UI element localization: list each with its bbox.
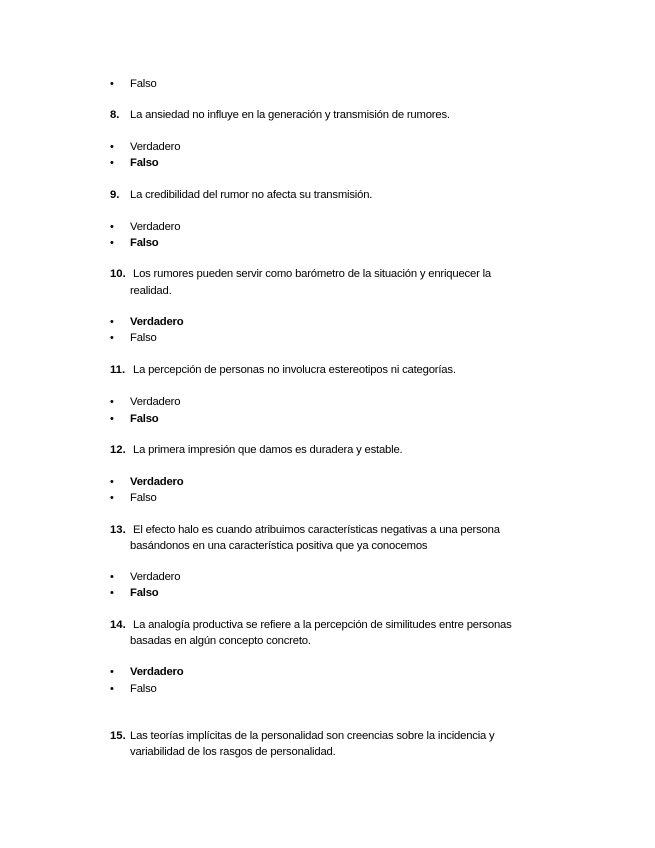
question-text: La percepción de personas no involucra estereotipos ni categorías. xyxy=(133,364,456,376)
question-text: La primera impresión que damos es duradera y estable. xyxy=(133,444,403,456)
option-label: Verdadero xyxy=(130,141,181,153)
bullet: • xyxy=(110,492,114,504)
question-text-continued: variabilidad de los rasgos de personalidad. xyxy=(130,746,336,758)
bullet: • xyxy=(110,413,114,425)
bullet: • xyxy=(110,396,114,408)
bullet: • xyxy=(110,237,114,249)
question-text: La ansiedad no influye en la generación y transmisión de rumores. xyxy=(130,109,450,121)
bullet: • xyxy=(110,141,114,153)
option-label: Falso xyxy=(130,683,157,695)
question-text: La credibilidad del rumor no afecta su transmisión. xyxy=(130,189,373,201)
question-text-continued: basadas en algún concepto concreto. xyxy=(130,635,311,647)
bullet: • xyxy=(110,221,114,233)
option-label: Verdadero xyxy=(130,396,181,408)
question-number: 10. xyxy=(110,268,126,280)
option-label-answer: Verdadero xyxy=(130,476,184,488)
bullet: • xyxy=(110,332,114,344)
bullet: • xyxy=(110,587,114,599)
question-text: Las teorías implícitas de la personalidad son creencias sobre la incidencia y xyxy=(130,730,495,742)
option-label-answer: Falso xyxy=(130,587,159,599)
question-number: 14. xyxy=(110,619,126,631)
option-label: Falso xyxy=(130,332,157,344)
question-number: 15. xyxy=(110,730,126,742)
option-label-answer: Falso xyxy=(130,413,159,425)
question-text-continued: realidad. xyxy=(130,285,172,297)
bullet: • xyxy=(110,157,114,169)
bullet: • xyxy=(110,476,114,488)
bullet: • xyxy=(110,78,114,90)
question-text: Los rumores pueden servir como barómetro de la situación y enriquecer la xyxy=(133,268,491,280)
question-number: 12. xyxy=(110,444,126,456)
option-label-answer: Falso xyxy=(130,157,159,169)
option-label: Falso xyxy=(130,492,157,504)
question-text: La analogía productiva se refiere a la percepción de similitudes entre personas xyxy=(133,619,512,631)
question-number: 8. xyxy=(110,109,120,121)
bullet: • xyxy=(110,316,114,328)
question-text-continued: basándonos en una característica positiva que ya conocemos xyxy=(130,540,428,552)
option-label: Falso xyxy=(130,78,157,90)
option-label: Verdadero xyxy=(130,571,181,583)
question-number: 9. xyxy=(110,189,120,201)
option-label-answer: Verdadero xyxy=(130,666,184,678)
option-label-answer: Verdadero xyxy=(130,316,184,328)
question-text: El efecto halo es cuando atribuimos características negativas a una persona xyxy=(133,524,500,536)
bullet: • xyxy=(110,683,114,695)
option-label-answer: Falso xyxy=(130,237,159,249)
bullet: • xyxy=(110,666,114,678)
option-label: Verdadero xyxy=(130,221,181,233)
question-number: 13. xyxy=(110,524,126,536)
bullet: • xyxy=(110,571,114,583)
question-number: 11. xyxy=(110,364,126,376)
